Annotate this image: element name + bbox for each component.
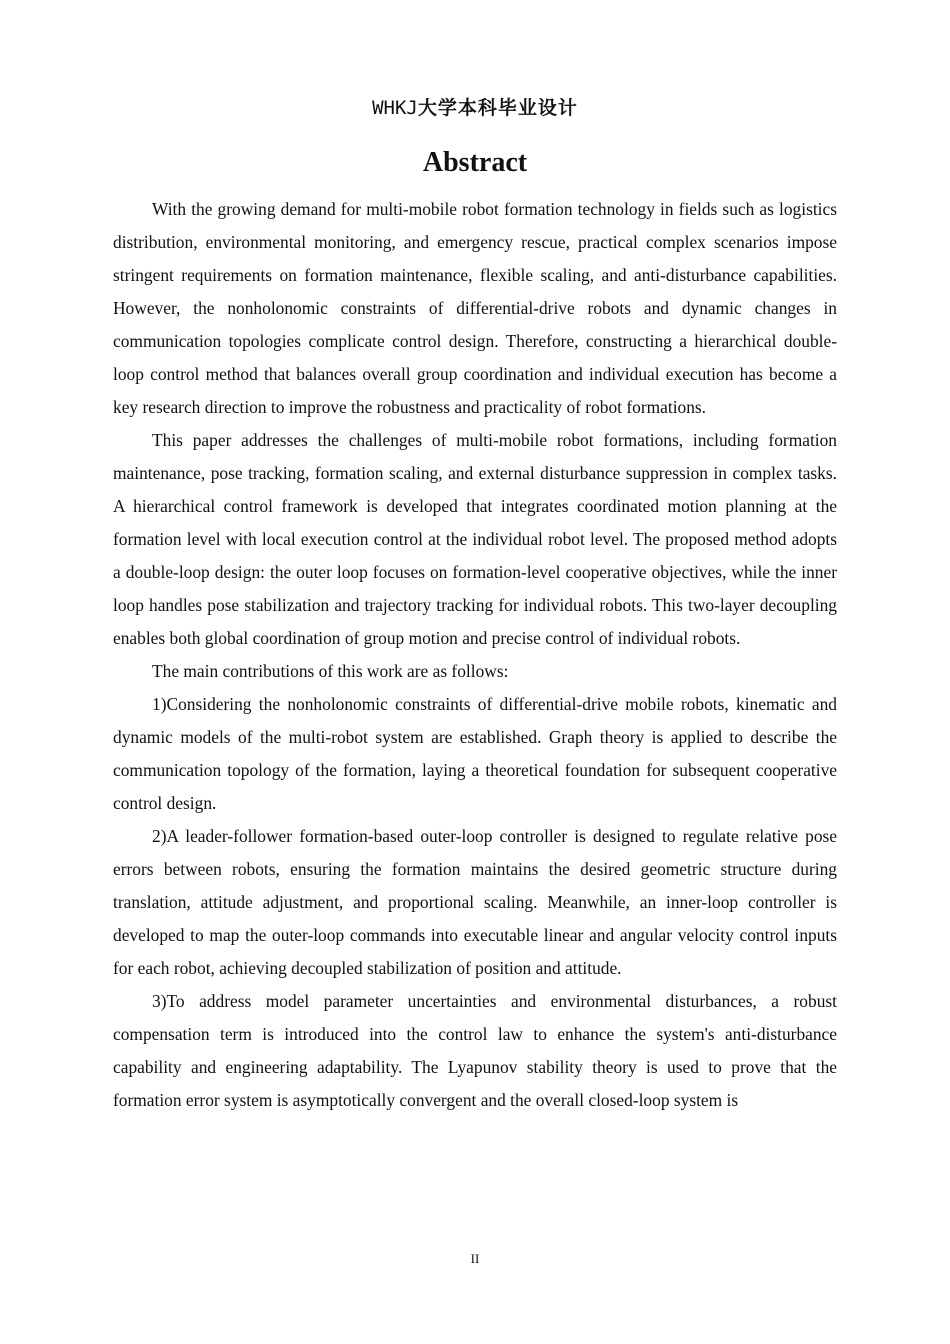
- paragraph-contribution-2: 2)A leader-follower formation-based outer-loop controller is designed to regulate relative pose errors between robots, ensuring the formation maintains the desired geometric structure during translation, attitude adjustment, and proportional scaling. Meanwhile, an inner-loop controller is developed to map the outer-loop commands into executable linear and angular velocity control inputs for each robot, achieving decoupled stabilization of position and attitude.: [113, 826, 837, 978]
- paragraph-contribution-1: 1)Considering the nonholonomic constraints of differential-drive mobile robots, kinematic and dynamic models of the multi-robot system are established. Graph theory is applied to describe the communication topology of the formation, laying a theoretical foundation for subsequent cooperative control design.: [113, 694, 837, 813]
- header-thesis-label: 大学本科毕业设计: [417, 97, 578, 119]
- paragraph-approach: This paper addresses the challenges of multi-mobile robot formations, including formation maintenance, pose tracking, formation scaling, and external disturbance suppression in complex tasks. A hierarchical control framework is developed that integrates coordinated motion planning at the formation level with local execution control at the individual robot level. The proposed method adopts a double-loop design: the outer loop focuses on formation-level cooperative objectives, while the inner loop handles pose stabilization and trajectory tracking for individual robots. This two-layer decoupling enables both global coordination of group motion and precise control of individual robots.: [113, 430, 837, 648]
- abstract-body: [113, 193, 837, 1117]
- running-header: [0, 94, 950, 122]
- paragraph-contribution-3: 3)To address model parameter uncertainties and environmental disturbances, a robust compensation term is introduced into the control law to enhance the system's anti-disturbance capability and engineering adaptability. The Lyapunov stability theory is used to prove that the formation error system is asymptotically convergent and the overall closed-loop system is: [113, 991, 837, 1110]
- page-title: Abstract: [422, 147, 528, 178]
- paragraph-intro: With the growing demand for multi-mobile robot formation technology in fields such as logistics distribution, environmental monitoring, and emergency rescue, practical complex scenarios impose stringent requirements on formation maintenance, flexible scaling, and anti-disturbance capabilities. However, the nonholonomic constraints of differential-drive robots and dynamic changes in communication topologies complicate control design. Therefore, constructing a hierarchical double-loop control method that balances overall group coordination and individual execution has become a key research direction to improve the robustness and practicality of robot formations.: [113, 199, 837, 417]
- paragraph-contributions-lead: The main contributions of this work are as follows:: [152, 661, 509, 681]
- header-university-code: WHKJ: [372, 97, 418, 119]
- page-number: II: [470, 1251, 480, 1266]
